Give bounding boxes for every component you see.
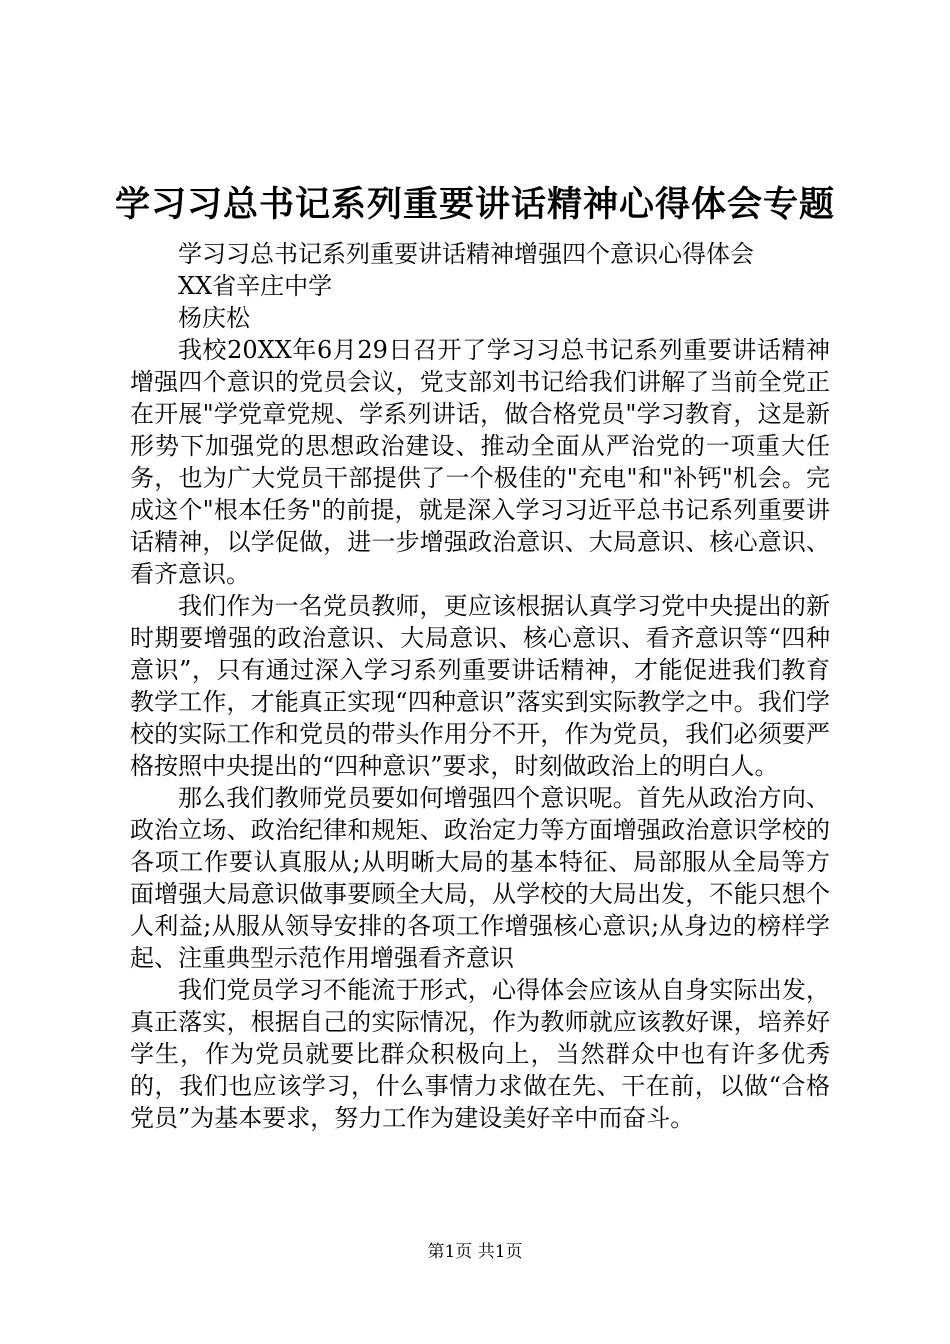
- paragraph: 我校20XX年6月29日召开了学习习总书记系列重要讲话精神增强四个意识的党员会议，党支部刘书记给我们讲解了当前全党正在开展"学党章党规、学系列讲话，做合格党员"学习教育，这是新形势下加强党的思想政治建设、推动全面从严治党的一项重大任务，也为广大党员干部提供了一个极佳的"充电"和"补钙"机会。完成这个"根本任务"的前提，就是深入学习习近平总书记系列重要讲话精神，以学促做，进一步增强政治意识、大局意识、核心意识、看齐意识。: [130, 336, 830, 588]
- document-body: [130, 238, 830, 1134]
- author-name: 杨庆松: [178, 304, 250, 332]
- document-subtitle: 学习习总书记系列重要讲话精神增强四个意识心得体会: [178, 240, 754, 268]
- school-name: XX省辛庄中学: [178, 272, 333, 300]
- page-number: 第1页 共1页: [427, 1242, 523, 1262]
- paragraph: 我们作为一名党员教师，更应该根据认真学习党中央提出的新时期要增强的政治意识、大局意识、核心意识、看齐意识等“四种意识”，只有通过深入学习系列重要讲话精神，才能促进我们教育教学工作，才能真正实现“四种意识”落实到实际教学之中。我们学校的实际工作和党员的带头作用分不开，作为党员，我们必须要严格按照中央提出的“四种意识”要求，时刻做政治上的明白人。: [130, 592, 830, 780]
- paragraph: 我们党员学习不能流于形式，心得体会应该从自身实际出发，真正落实，根据自己的实际情况，作为教师就应该教好课，培养好学生，作为党员就要比群众积极向上，当然群众中也有许多优秀的，我们也应该学习，什么事情力求做在先、干在前，以做“合格党员”为基本要求，努力工作为建设美好辛中而奋斗。: [130, 976, 830, 1132]
- document-title: 学习习总书记系列重要讲话精神心得体会专题: [114, 184, 835, 225]
- paragraph: 那么我们教师党员要如何增强四个意识呢。首先从政治方向、政治立场、政治纪律和规矩、政治定力等方面增强政治意识学校的各项工作要认真服从;从明晰大局的基本特征、局部服从全局等方面增强大局意识做事要顾全大局，从学校的大局出发，不能只想个人利益;从服从领导安排的各项工作增强核心意识;从身边的榜样学起、注重典型示范作用增强看齐意识: [130, 784, 830, 972]
